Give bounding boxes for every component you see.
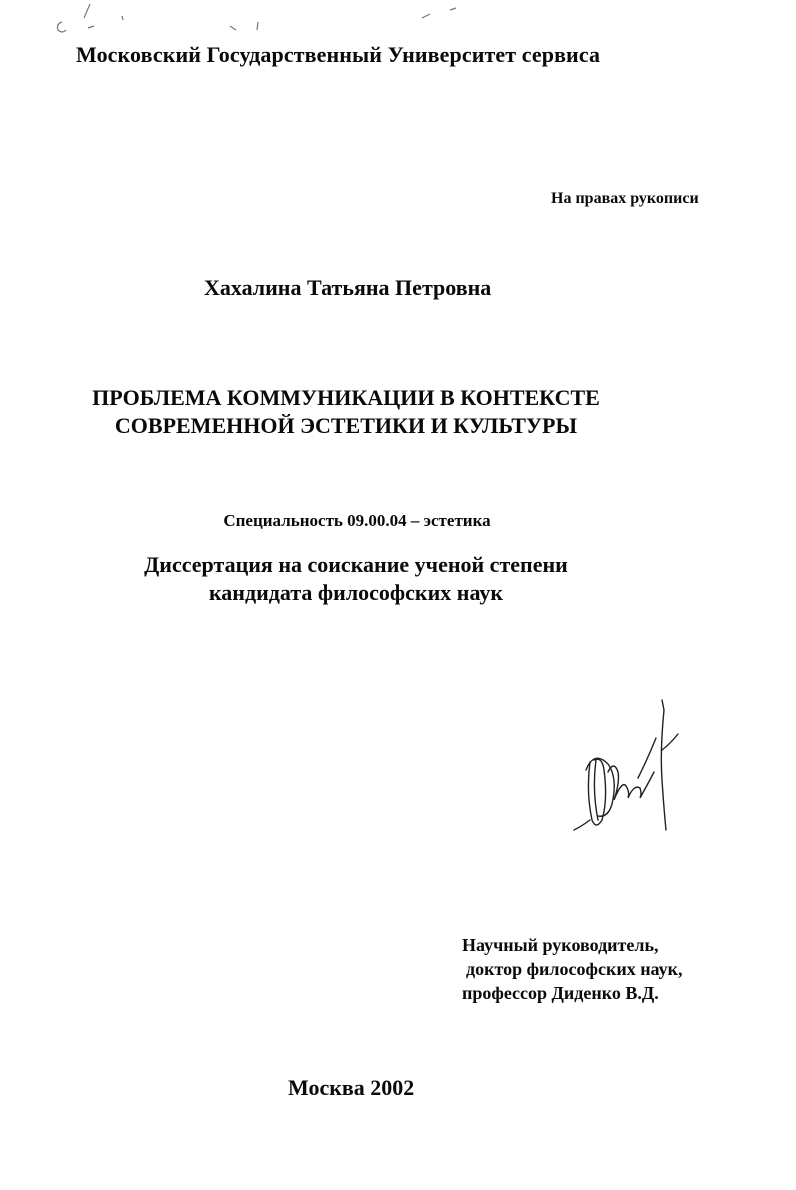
title-line: СОВРЕМЕННОЙ ЭСТЕТИКИ И КУЛЬТУРЫ (114, 413, 578, 438)
degree-line: кандидата философских наук (208, 580, 504, 605)
supervisor-degree: доктор философских наук, (466, 959, 683, 979)
degree-statement (0, 551, 712, 607)
scan-artifact-marks (30, 0, 490, 40)
dissertation-title (0, 384, 692, 440)
title-line: ПРОБЛЕМА КОММУНИКАЦИИ В КОНТЕКСТЕ (92, 385, 600, 410)
signature-icon (560, 690, 700, 840)
supervisor-block (462, 933, 683, 1005)
author-name: Хахалина Татьяна Петровна (204, 275, 492, 300)
manuscript-note: На правах рукописи (551, 190, 699, 207)
university-name: Московский Государственный Университет сервиса (76, 42, 601, 67)
degree-line: Диссертация на соискание ученой степени (144, 552, 568, 577)
supervisor-name: профессор Диденко В.Д. (462, 983, 659, 1003)
supervisor-role: Научный руководитель, (462, 935, 659, 955)
specialty: Специальность 09.00.04 – эстетика (223, 511, 491, 530)
city-year: Москва 2002 (288, 1075, 415, 1100)
